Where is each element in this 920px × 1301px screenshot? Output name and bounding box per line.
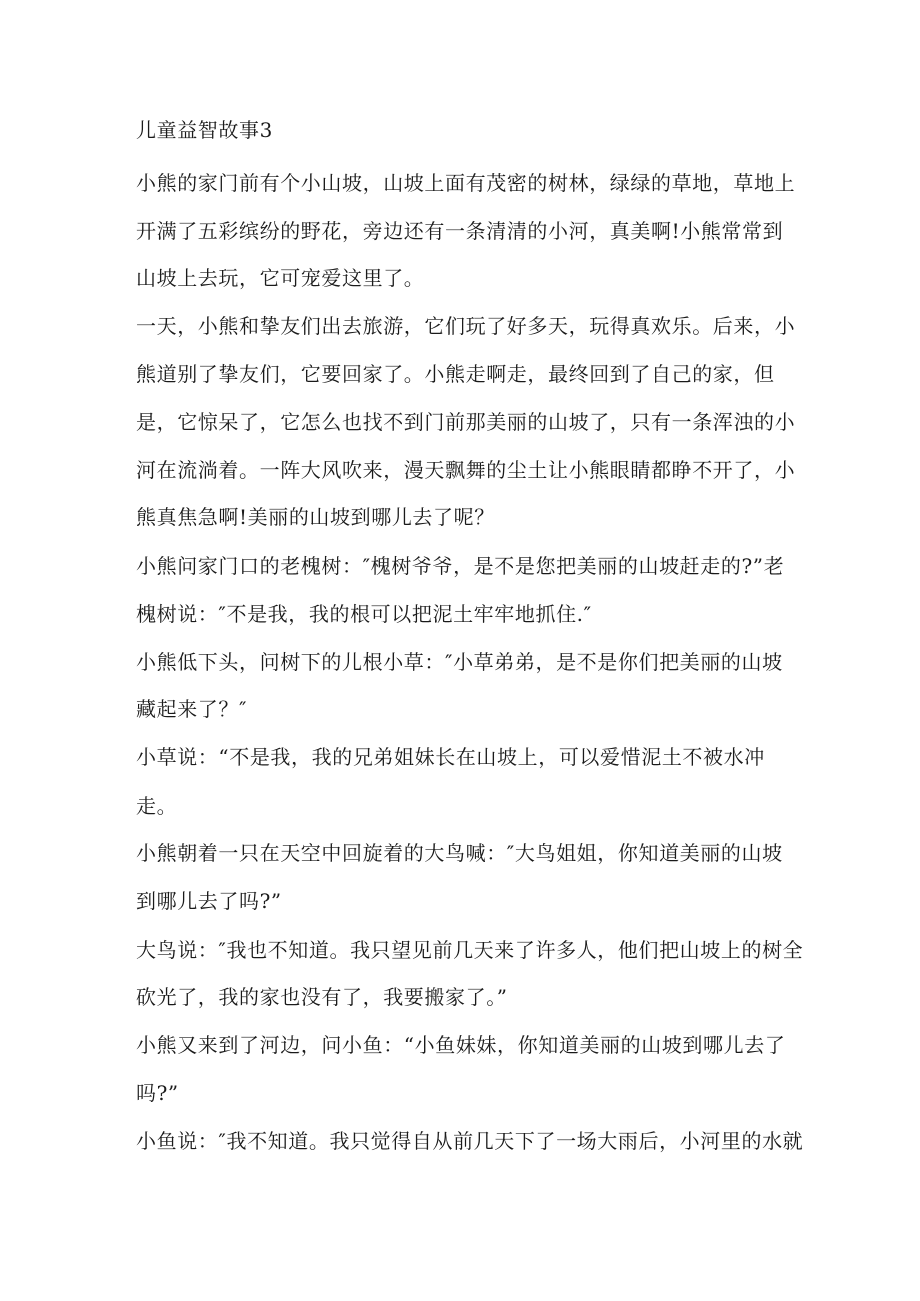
text-line: 槐树说：″不是我，我的根可以把泥土牢牢地抓住.″ — [136, 602, 592, 626]
text-line: 砍光了，我的家也没有了，我要搬家了。” — [136, 985, 508, 1009]
text-line: 藏起来了？″ — [136, 697, 248, 721]
text-line: 是，它惊呆了，它怎么也找不到门前那美丽的山坡了，只有一条浑浊的小 — [136, 410, 796, 434]
text-line: 一天，小熊和挚友们出去旅游，它们玩了好多天，玩得真欢乐。后来，小 — [136, 314, 796, 338]
text-line: 到哪儿去了吗?” — [136, 889, 282, 913]
text-line: 小熊低下头，问树下的儿根小草：″小草弟弟，是不是你们把美丽的山坡 — [136, 650, 783, 674]
text-line: 开满了五彩缤纷的野花，旁边还有一条清清的小河，真美啊!小熊常常到 — [136, 219, 784, 243]
text-line: 熊道别了挚友们，它要回家了。小熊走啊走，最终回到了自己的家，但 — [136, 362, 775, 386]
text-line: 小熊的家门前有个小山坡，山坡上面有茂密的树林，绿绿的草地，草地上 — [136, 171, 796, 195]
text-line: 小草说：“不是我，我的兄弟姐妹长在山坡上，可以爱惜泥土不被水冲 — [136, 745, 765, 769]
text-line: 山坡上去玩，它可宠爱这里了。 — [136, 266, 425, 290]
text-line: 大鸟说：″我也不知道。我只望见前几天来了许多人，他们把山坡上的树全 — [136, 938, 804, 962]
text-line: 走。 — [136, 794, 178, 818]
text-line: 吗?” — [136, 1081, 179, 1105]
text-line: 小熊又来到了河边，问小鱼：“小鱼妹妹，你知道美丽的山坡到哪儿去了 — [136, 1033, 786, 1057]
text-line: 熊真焦急啊!美丽的山坡到哪儿去了呢？ — [136, 505, 495, 529]
document-title: 儿童益智故事3 — [136, 118, 273, 142]
text-line: 小熊朝着一只在天空中回旋着的大鸟喊：″大鸟姐姐，你知道美丽的山坡 — [136, 841, 783, 865]
text-line: 小鱼说：″我不知道。我只觉得自从前几天下了一场大雨后，小河里的水就 — [136, 1129, 804, 1153]
text-line: 小熊问家门口的老槐树：″槐树爷爷，是不是您把美丽的山坡赶走的?”老 — [136, 554, 785, 578]
text-line: 河在流淌着。一阵大风吹来，漫天飘舞的尘土让小熊眼睛都睁不开了，小 — [136, 458, 796, 482]
